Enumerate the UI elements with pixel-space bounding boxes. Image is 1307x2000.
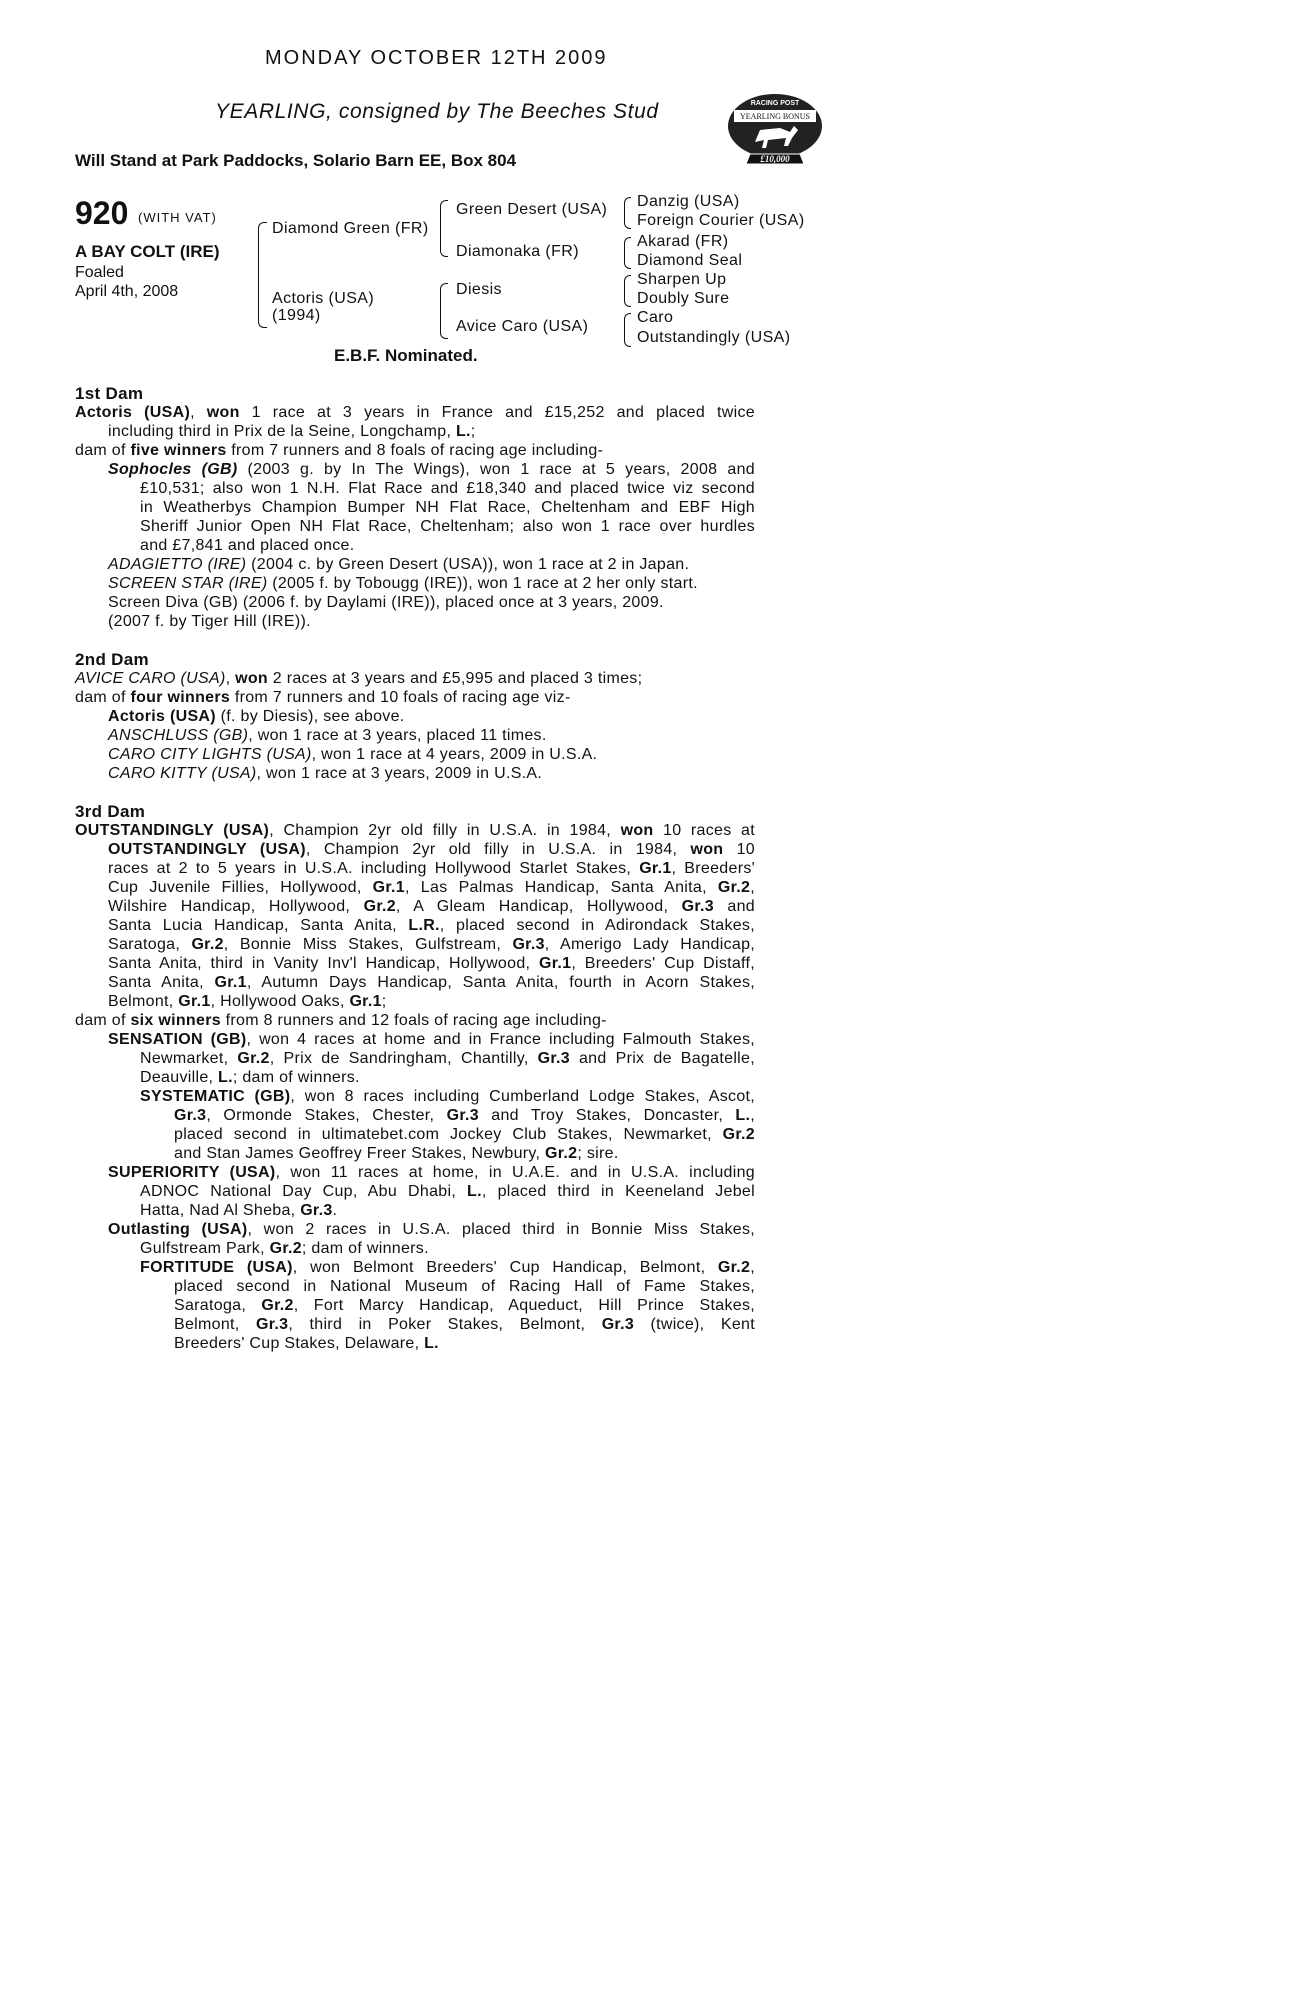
text: , won 2 races in U.S.A. placed third in Bonnie Miss Stakes, [247,1221,755,1238]
text: Santa Anita, third in Vanity Inv'l Handicap, Hollywood, [108,955,539,972]
second-dam-line [75,764,755,783]
text-bold: won [620,822,654,839]
first-dam-line [75,460,755,479]
text: , Fort Marcy Handicap, Aqueduct, Hill Prince Stakes, [293,1297,756,1314]
text-bold: won [235,670,269,687]
text-bold: Gr.1 [178,993,211,1010]
pedigree-brace-main [258,222,267,328]
third-dam-heading: 3rd Dam [75,802,146,821]
logo-middle-text: YEARLING BONUS [740,112,810,121]
text: Saratoga, [108,936,192,953]
dam-name: Actoris (USA) [75,404,191,421]
third-dam-line [75,973,755,992]
progeny-name: SCREEN STAR (IRE) [108,575,268,592]
third-dam-line [75,1106,755,1125]
pedigree-brace-dd [624,313,631,347]
text: Saratoga, [174,1297,262,1314]
pedigree-brace-ss [624,197,631,229]
text-bold: L. [218,1069,233,1086]
pedigree-sds: Akarad (FR) [637,233,729,250]
third-dam-line [75,1011,755,1030]
vat-note: (WITH VAT) [138,210,217,225]
third-dam-line [75,1049,755,1068]
second-dam-line [75,688,755,707]
first-dam-line: (2007 f. by Tiger Hill (IRE)). [108,613,311,630]
text-bold: Gr.3 [681,898,714,915]
text-bold: Gr.3 [255,1316,289,1333]
text: and Stan James Geoffrey Freer Stakes, Newbury, [174,1145,545,1162]
text: Hatta, Nad Al Sheba, [140,1202,301,1219]
third-dam-line [75,954,755,973]
pedigree-dam: Actoris (USA) [272,290,375,307]
text-bold: L. [424,1335,439,1352]
progeny-name: SUPERIORITY (USA) [108,1164,276,1181]
progeny-name: Outlasting (USA) [108,1221,248,1238]
text-bold: Gr.2 [237,1050,270,1067]
first-dam-line [75,422,755,441]
text: from 7 runners and 10 foals of racing age viz- [230,689,571,706]
text: placed second in ultimatebet.com Jockey Club Stakes, Newmarket, [174,1126,723,1143]
dam-name: AVICE CARO (USA) [75,670,226,687]
text: , Las Palmas Handicap, Santa Anita, [404,879,718,896]
text-bold: Gr.2 [717,1259,751,1276]
text: Cup Juvenile Fillies, Hollywood, [108,879,373,896]
text: , Autumn Days Handicap, Santa Anita, fourth in Acorn Stakes, [246,974,755,991]
lot-number: 920 [75,195,129,231]
text: , won 8 races including Cumberland Lodge Stakes, Ascot, [290,1088,756,1105]
third-dam-line [75,1182,755,1201]
dam-name: OUTSTANDINGLY (USA) [108,841,306,858]
third-dam-line [75,1296,755,1315]
text: (f. by Diesis), see above. [215,708,405,725]
first-dam-line [75,574,755,593]
text-bold: L. [735,1107,751,1124]
text: , won 4 races at home and in France including Falmouth Stakes, [246,1031,755,1048]
text: , won Belmont Breeders' Cup Handicap, Belmont, [292,1259,718,1276]
text: (2003 g. by In The Wings), won 1 race at 5 years, 2008 and [237,461,755,478]
text-bold: Gr.2 [363,898,396,915]
third-dam-line [75,1315,755,1334]
text: , [225,670,236,687]
logo-top-text: RACING POST [750,100,800,107]
text-bold: Gr.2 [261,1297,294,1314]
text: , [750,1107,755,1124]
first-dam-line: £10,531; also won 1 N.H. Flat Race and £18,340 and placed twice viz second [140,480,755,497]
yearling-bonus-logo [720,90,830,170]
text-bold: Gr.3 [601,1316,635,1333]
third-dam-line [75,1163,755,1182]
foaled-block [75,263,178,301]
pedigree-dam-sire: Diesis [456,281,502,298]
third-dam-line [75,840,755,859]
text-bold: won [206,404,240,421]
text: ; dam of winners. [301,1240,429,1257]
third-dam-line [75,1087,755,1106]
text-bold: Gr.2 [191,936,224,953]
progeny-name: CARO CITY LIGHTS (USA) [108,746,312,763]
second-dam-heading: 2nd Dam [75,650,149,669]
pedigree-dam-year: (1994) [272,307,321,324]
first-dam-section [75,384,755,631]
text: Gulfstream Park, [140,1240,270,1257]
text: , Champion 2yr old filly in U.S.A. in 1984, [305,841,691,858]
text: , won 11 races at home, in U.A.E. and in U.S.A. including [275,1164,755,1181]
consignor-line: YEARLING, consigned by The Beeches Stud [215,100,659,123]
progeny-name: ANSCHLUSS (GB) [108,727,249,744]
dam-name: OUTSTANDINGLY (USA) [75,822,270,839]
text: , Champion 2yr old filly in U.S.A. in 1984, [269,822,621,839]
text: , [190,404,207,421]
text-bold: Gr.1 [214,974,247,991]
progeny-name: SYSTEMATIC (GB) [140,1088,291,1105]
text: , placed third in Keeneland Jebel [481,1183,755,1200]
second-dam-line [75,726,755,745]
second-dam-line [75,669,755,688]
pedigree-sire-sire: Green Desert (USA) [456,201,608,218]
pedigree-sdd: Diamond Seal [637,252,743,269]
third-dam-line [75,1258,755,1277]
horse-description: A BAY COLT (IRE) [75,242,220,261]
ebf-nominated: E.B.F. Nominated. [334,346,478,365]
third-dam-line [75,1125,755,1144]
text: including third in Prix de la Seine, Longchamp, [108,423,456,440]
pedigree-brace-ds [624,275,631,307]
text-bold: Gr.3 [512,936,545,953]
second-dam-line [75,707,755,726]
progeny-name: Actoris (USA) [108,708,216,725]
text-bold: L.R. [408,917,440,934]
text: and Troy Stakes, Doncaster, [478,1107,736,1124]
pedigree-brace-sd [624,237,631,269]
text: Breeders' Cup Stakes, Delaware, [174,1335,425,1352]
pedigree-sire-dam: Diamonaka (FR) [456,243,579,260]
second-dam-line [75,745,755,764]
text: , [750,1259,755,1276]
text: , third in Poker Stakes, Belmont, [288,1316,602,1333]
text: ; sire. [577,1145,619,1162]
first-dam-line [75,555,755,574]
pedigree-dsd: Doubly Sure [637,290,730,307]
third-dam-line: placed second in National Museum of Racing Hall of Fame Stakes, [174,1278,755,1295]
progeny-name: SENSATION (GB) [108,1031,247,1048]
text-bold: Gr.1 [372,879,405,896]
third-dam-section [75,802,755,1353]
text: from 8 runners and 12 foals of racing age including- [220,1012,607,1029]
text-bold: Gr.2 [722,1126,755,1143]
third-dam-line [75,878,755,897]
progeny-name: CARO KITTY (USA) [108,765,257,782]
text: , won 1 race at 4 years, 2009 in U.S.A. [311,746,598,763]
stand-location: Will Stand at Park Paddocks, Solario Barn EE, Box 804 [75,151,517,170]
third-dam-line [75,1068,755,1087]
text: Belmont, [108,993,179,1010]
third-dam-line [75,897,755,916]
logo-amount-text: £10,000 [760,154,790,164]
text: ADNOC National Day Cup, Abu Dhabi, [140,1183,468,1200]
text: , Breeders' Cup Distaff, [571,955,756,972]
text: , Breeders' [671,860,755,877]
text-bold: L. [467,1183,482,1200]
pedigree-brace-sire [440,200,448,257]
text: (2004 c. by Green Desert (USA)), won 1 race at 2 in Japan. [246,556,690,573]
third-dam-line [75,1144,755,1163]
text-bold: six winners [130,1012,221,1029]
first-dam-line [75,403,755,422]
pedigree-dds: Caro [637,309,674,326]
first-dam-line: in Weatherbys Champion Bumper NH Flat Race, Cheltenham and EBF High [140,499,755,516]
text: , Prix de Sandringham, Chantilly, [269,1050,538,1067]
pedigree-dam-dam: Avice Caro (USA) [456,318,589,335]
text-bold: Gr.3 [300,1202,333,1219]
text-bold: Gr.1 [538,955,572,972]
text: races at 2 to 5 years in U.S.A. including Hollywood Starlet Stakes, [108,860,640,877]
third-dam-line [75,1334,755,1353]
third-dam-line [75,935,755,954]
first-dam-line: Screen Diva (GB) (2006 f. by Daylami (IRE)), placed once at 3 years, 2009. [108,594,664,611]
foaled-date: April 4th, 2008 [75,283,179,300]
text: 2 races at 3 years and £5,995 and placed 3 times; [268,670,643,687]
first-dam-line: and £7,841 and placed once. [140,537,355,554]
text: ; [470,423,476,440]
third-dam-line [75,1030,755,1049]
text: Santa Anita, [108,974,215,991]
first-dam-line: Sheriff Junior Open NH Flat Race, Cheltenham; also won 1 race over hurdles [140,518,755,535]
progeny-name: Sophocles (GB) [108,461,238,478]
third-dam-line [75,916,755,935]
text: , placed second in Adirondack Stakes, [439,917,755,934]
text-bold: Gr.3 [446,1107,479,1124]
third-dam-line [75,821,755,840]
progeny-name: ADAGIETTO (IRE) [108,556,247,573]
text: , won 1 race at 3 years, placed 11 times. [248,727,547,744]
text: , [750,879,755,896]
text-bold: L. [455,423,471,440]
text: , Hollywood Oaks, [210,993,350,1010]
text: 10 [723,841,755,858]
text-bold: Gr.2 [717,879,751,896]
text: , Ormonde Stakes, Chester, [206,1107,447,1124]
text: ; [381,993,387,1010]
text: , Bonnie Miss Stakes, Gulfstream, [223,936,513,953]
text-bold: Gr.1 [639,860,672,877]
pedigree-dss: Sharpen Up [637,271,727,288]
text: ; dam of winners. [232,1069,360,1086]
text: , Amerigo Lady Handicap, [544,936,756,953]
second-dam-section [75,650,755,783]
text-bold: Gr.2 [269,1240,302,1257]
text: and [713,898,756,915]
pedigree-brace-dam [440,283,448,339]
pedigree-sss: Danzig (USA) [637,193,740,210]
third-dam-line [75,1239,755,1258]
text: 1 race at 3 years in France and £15,252 and placed twice [239,404,755,421]
first-dam-heading: 1st Dam [75,384,144,403]
text-bold: won [690,841,724,858]
text: and Prix de Bagatelle, [569,1050,755,1067]
text-bold: Gr.3 [174,1107,207,1124]
text: dam of [75,1012,131,1029]
text: Santa Lucia Handicap, Santa Anita, [108,917,409,934]
text: Belmont, [174,1316,256,1333]
text: , won 1 race at 3 years, 2009 in U.S.A. [256,765,543,782]
third-dam-line [75,1201,755,1220]
text: 10 races at [653,822,755,839]
yearling-bonus-badge-icon [720,90,830,170]
text: , A Gleam Handicap, Hollywood, [395,898,682,915]
first-dam-line [75,441,755,460]
text-bold: Gr.3 [537,1050,570,1067]
pedigree-ddd: Outstandingly (USA) [637,329,791,346]
progeny-name: FORTITUDE (USA) [140,1259,293,1276]
text-bold: Gr.2 [545,1145,578,1162]
text: (twice), Kent [634,1316,755,1333]
sale-date: MONDAY OCTOBER 12TH 2009 [265,47,608,69]
text-bold: Gr.1 [349,993,382,1010]
pedigree-sire: Diamond Green (FR) [272,220,429,237]
text: from 7 runners and 8 foals of racing age including- [226,442,604,459]
text: dam of [75,689,131,706]
text: (2005 f. by Tobougg (IRE)), won 1 race at 2 her only start. [267,575,698,592]
third-dam-line [75,992,755,1011]
third-dam-line [75,1220,755,1239]
text-bold: five winners [130,442,227,459]
third-dam-line [75,859,755,878]
text: Wilshire Handicap, Hollywood, [108,898,364,915]
foaled-label: Foaled [75,264,124,281]
text: Newmarket, [140,1050,238,1067]
text: Deauville, [140,1069,219,1086]
text: . [332,1202,338,1219]
text-bold: four winners [130,689,231,706]
text: dam of [75,442,131,459]
pedigree-ssd: Foreign Courier (USA) [637,212,805,229]
